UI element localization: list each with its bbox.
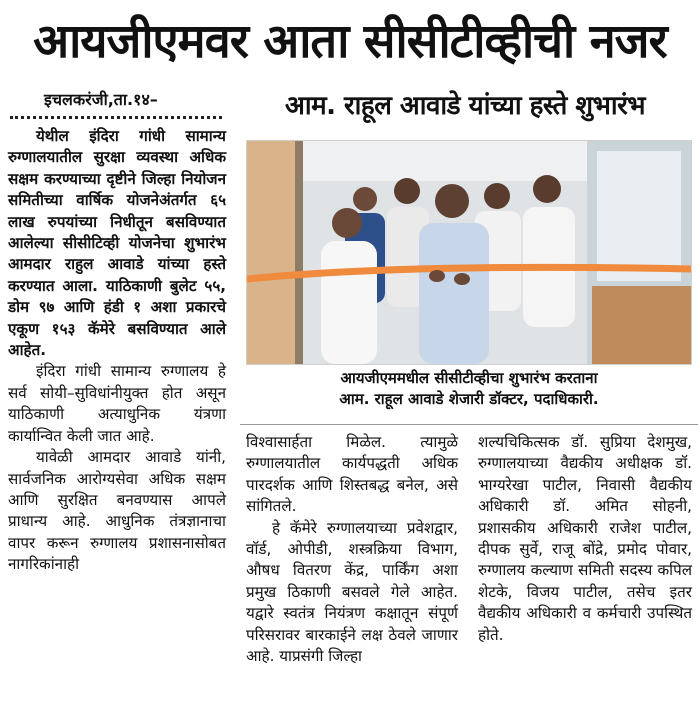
photo-caption <box>240 368 698 410</box>
article-column-1 <box>8 126 226 576</box>
col3-paragraph-1: शल्यचिकित्सक डॉ. सुप्रिया देशमुख, रुग्णालयाच्या वैद्यकीय अधीक्षक डॉ. भाग्यरेखा पाटील, निवासी वैद्यकीय अधिकारी डॉ. अमित सोहनी, प्रशासकीय अधिकारी राजेश पाटील, दीपक सुर्वे, राजू बोंद्रे, प्रमोद पोवार, रुग्णालय कल्याण समिती सदस्य कपिल शेटके, विजय पाटील, तसेच इतर वैद्यकीय अधिकारी व कर्मचारी उपस्थित होते. <box>478 433 692 644</box>
dateline: इचलकरंजी,ता.१४– <box>44 90 158 109</box>
subheadline: आम. राहूल आवाडे यांच्या हस्ते शुभारंभ <box>285 91 645 121</box>
col1-paragraph-2: इंदिरा गांधी सामान्य रुग्णालय हे सर्व सोयी–सुविधांनीयुक्त होत असून याठिकाणी अत्याधुनिक यंत्रणा कार्यान्वित केली जात आहे. <box>8 362 226 445</box>
col2-paragraph-1: विश्वासार्हता मिळेल. त्यामुळे रुग्णालयातील कार्यपद्धती अधिक पारदर्शक आणि शिस्तबद्ध बनेल, असे सांगितले. <box>246 433 458 516</box>
article-column-2 <box>246 432 458 667</box>
col2-paragraph-2: हे कॅमेरे रुग्णालयाच्या प्रवेशद्वार, वॉर्ड, ओपीडी, शस्त्रक्रिया विभाग, औषध वितरण केंद्र, पार्किंग अशा प्रमुख ठिकाणी बसवले गेले आहेत. यद्वारे स्वतंत्र नियंत्रण कक्षातून संपूर्ण परिसरावर बारकाईने लक्ष ठेवले जाणार आहे. याप्रसंगी जिल्हा <box>246 518 458 666</box>
article-column-3 <box>478 432 692 646</box>
col1-paragraph-3: यावेळी आमदार आवाडे यांनी, सार्वजनिक आरोग्यसेवा अधिक सक्षम आणि सुरक्षित बनवण्यास आपले प्राधान्य आहे. आधुनिक तंत्रज्ञानाचा वापर करून रुग्णालय प्रशासनासोबत नागरिकांनाही <box>8 448 226 574</box>
caption-line-1: आयजीएममधील सीसीटीव्हीचा शुभारंभ करताना <box>340 369 598 387</box>
caption-line-2: आम. राहूल आवाडे शेजारी डॉक्टर, पदाधिकारी. <box>339 390 599 408</box>
photo-ribbon-cutting-illustration <box>247 141 691 364</box>
caption-divider <box>240 424 698 425</box>
headline: आयजीएमवर आता सीसीटीव्हीची नजर <box>33 14 667 69</box>
dotted-divider <box>10 116 222 119</box>
news-photo <box>246 140 692 365</box>
col1-paragraph-1: येथील इंदिरा गांधी सामान्य रुग्णालयातील सुरक्षा व्यवस्था अधिक सक्षम करण्याच्या दृष्टीने जिल्हा नियोजन समितीच्या वार्षिक योजनेअंतर्गत ६५ लाख रुपयांच्या निधीतून बसविण्यात आलेल्या सीसीटिव्ही योजनेचा शुभारंभ आमदार राहुल आवाडे यांच्या हस्ते करण्यात आला. याठिकाणी बुलेट ५५, डोम ९७ आणि हंडी १ अशा प्रकारचे एकूण १५३ कॅमेरे बसविण्यात आले आहेत. <box>8 127 226 360</box>
